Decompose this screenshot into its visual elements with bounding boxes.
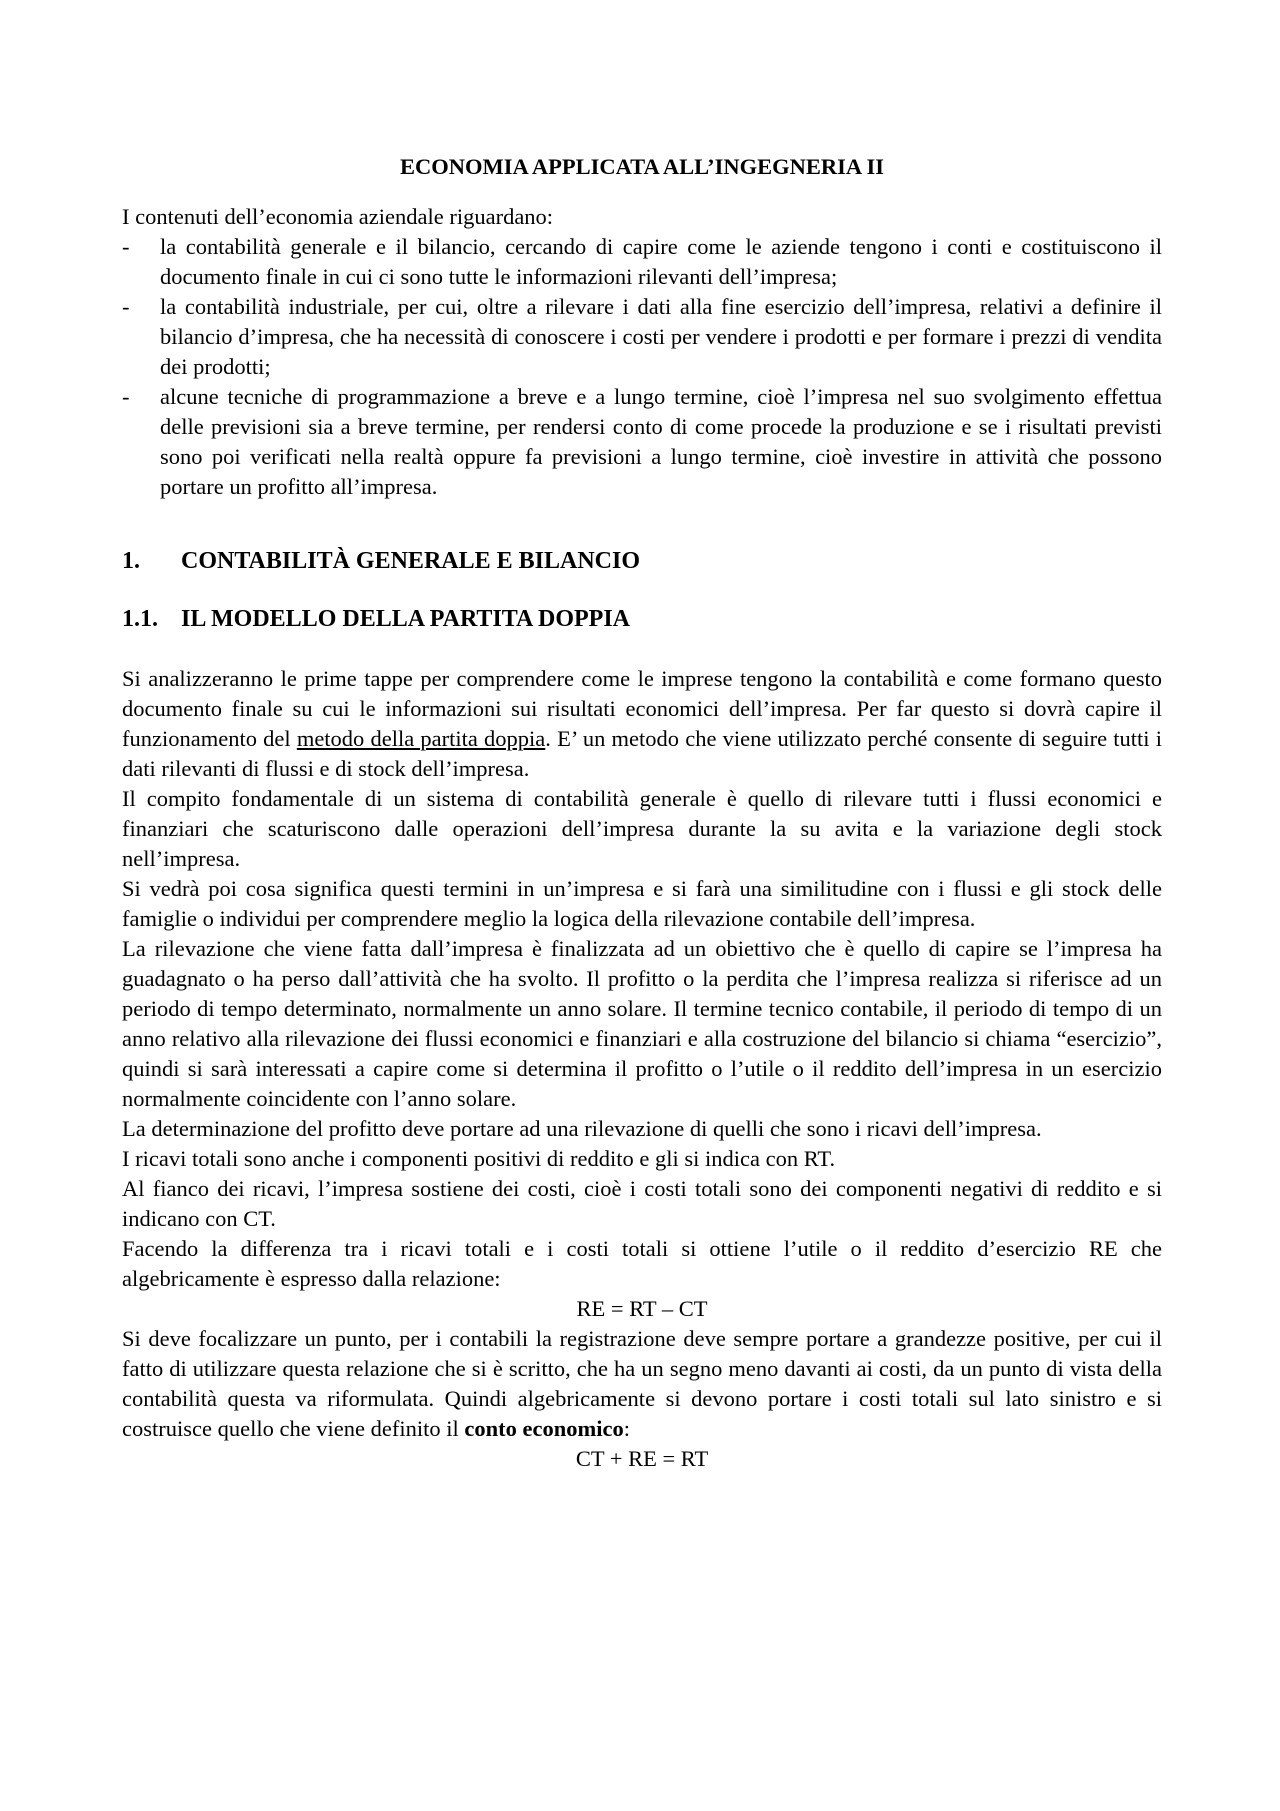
dash-bullet: - [122,294,130,319]
subsection-title: IL MODELLO DELLA PARTITA DOPPIA [181,606,631,632]
list-item [122,382,1162,502]
section-heading [122,546,1162,576]
paragraph-7: Al fianco dei ricavi, l’impresa sostiene dei costi, cioè i costi totali sono dei componenti negativi di reddito e si indicano con CT. [122,1176,1162,1231]
paragraph-4: La rilevazione che viene fatta dall’impresa è finalizzata ad un obiettivo che è quello di capire se l’impresa ha guadagnato o ha perso dall’attività che ha svolto. Il profitto o la perdita che l’impresa realizza si riferisce ad un periodo di tempo determinato, normalmente un anno solare. Il termine tecnico contabile, il periodo di tempo di un anno relativo alla rilevazione dei flussi economici e finanziari e alla costruzione del bilancio si chiama “esercizio”, quindi si sarà interessati a capire come si determina il profitto o l’utile o il reddito dell’impresa in un esercizio normalmente coincidente con l’anno solare. [122,936,1162,1111]
section-title: CONTABILITÀ GENERALE E BILANCIO [181,548,640,574]
paragraph-6: I ricavi totali sono anche i componenti positivi di reddito e gli si indica con RT. [122,1146,836,1171]
document-content [122,152,1162,1474]
paragraph-2: Il compito fondamentale di un sistema di contabilità generale è quello di rilevare tutti i flussi economici e finanziari che scaturiscono dalle operazioni dell’impresa durante la su avita e la variazione degli stock nell’impresa. [122,786,1162,871]
paragraph-9-text-b: : [623,1416,630,1441]
paragraph-8: Facendo la differenza tra i ricavi totali e i costi totali si ottiene l’utile o il reddito d’esercizio RE che algebricamente è espresso dalla relazione: [122,1236,1162,1291]
list-item-text: la contabilità generale e il bilancio, cercando di capire come le aziende tengono i conti e costituiscono il documento finale in cui ci sono tutte le informazioni rilevanti dell’impresa; [160,234,1162,289]
formula-conto-economico: CT + RE = RT [575,1446,709,1471]
paragraph-1 [122,664,1162,784]
paragraph-1-text-b: . E’ un metodo che viene utilizzato perché consente di seguire tutti i dati rilevanti di flussi e di stock dell’impresa. [122,726,1162,781]
subsection-heading [122,604,1162,634]
document-title: ECONOMIA APPLICATA ALL’INGEGNERIA II [399,154,885,179]
formula-reddito: RE = RT – CT [576,1296,708,1321]
list-item [122,232,1162,292]
paragraph-3: Si vedrà poi cosa significa questi termini in un’impresa e si farà una similitudine con i flussi e gli stock delle famiglie o individui per comprendere meglio la logica della rilevazione contabile dell’impresa. [122,876,1162,931]
dash-bullet: - [122,234,130,259]
intro-text: I contenuti dell’economia aziendale riguardano: [122,204,554,229]
paragraph-5: La determinazione del profitto deve portare ad una rilevazione di quelli che sono i ricavi dell’impresa. [122,1116,1042,1141]
list-item [122,292,1162,382]
topics-list [122,232,1162,502]
list-item-text: alcune tecniche di programmazione a breve e a lungo termine, cioè l’impresa nel suo svolgimento effettua delle previsioni sia a breve termine, per rendersi conto di come procede la produzione e se i risultati previsti sono poi verificati nella realtà oppure fa previsioni a lungo termine, cioè investire in attività che possono portare un profitto all’impresa. [160,384,1162,499]
section-number: 1. [122,548,140,574]
paragraph-9-text-a: Si deve focalizzare un punto, per i contabili la registrazione deve sempre portare a grandezze positive, per cui il fatto di utilizzare questa relazione che si è scritto, che ha un segno meno davanti ai costi, da un punto di vista della contabilità questa va riformulata. Quindi algebricamente si devono portare i costi totali sul lato sinistro e si costruisce quello che viene definito il [122,1326,1162,1441]
dash-bullet: - [122,384,130,409]
list-item-text: la contabilità industriale, per cui, oltre a rilevare i dati alla fine esercizio dell’impresa, relativi a definire il bilancio d’impresa, che ha necessità di conoscere i costi per vendere i prodotti e per formare i prezzi di vendita dei prodotti; [160,294,1162,379]
subsection-number: 1.1. [122,606,158,632]
conto-economico-term: conto economico [464,1416,624,1441]
paragraph-1-text-a: Si analizzeranno le prime tappe per comprendere come le imprese tengono la contabilità e come formano questo documento finale su cui le informazioni sui risultati economici dell’impresa. Per far questo si dovrà capire il funzionamento del [122,666,1162,751]
paragraph-9 [122,1324,1162,1444]
partita-doppia-link: metodo della partita doppia [296,726,546,751]
